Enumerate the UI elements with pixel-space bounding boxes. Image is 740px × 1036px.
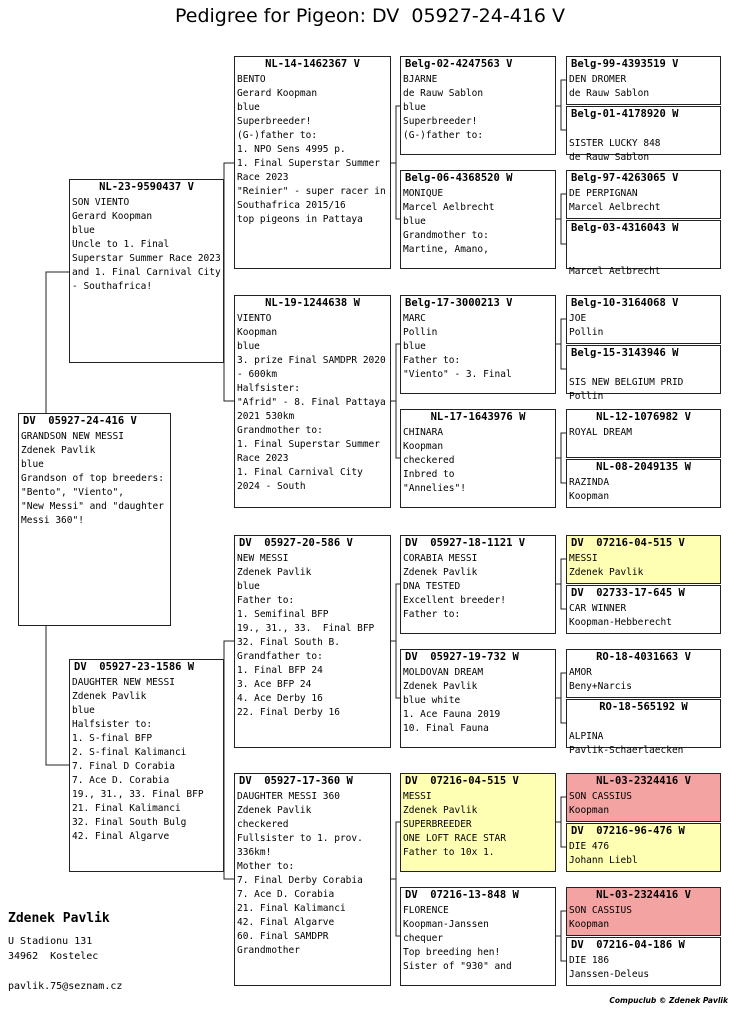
sire-info: SON VIENTO Gerard Koopman blue Uncle to 1. Final Superstar Summer Race 2023 and 1. Final Carnival City - Southafrica! <box>72 197 221 292</box>
connector-line <box>391 344 400 401</box>
g5-card-12[interactable] <box>566 699 721 756</box>
dam-sire-card[interactable] <box>234 535 391 748</box>
g5-card-4[interactable] <box>566 220 721 277</box>
sdd-info: CHINARA Koopman checkered Inbred to "Annelies"! <box>403 427 466 494</box>
connector-line <box>556 433 566 458</box>
g5-info: JOE Pollin <box>569 313 604 338</box>
g5-card-3[interactable] <box>566 170 721 219</box>
sire-dam-ring: NL-19-1244638 W <box>265 297 360 309</box>
connector-line <box>224 641 234 765</box>
connector-line <box>556 936 566 961</box>
g5-ring: Belg-10-3164068 V <box>571 297 679 309</box>
ddd-info: FLORENCE Koopman-Janssen chequer Top breeding hen! Sister of "930" and <box>403 905 512 972</box>
connector-line <box>556 559 566 584</box>
owner-block <box>8 910 208 964</box>
g5-ring: DV 07216-04-515 V <box>571 537 685 549</box>
sire-sire-sire-card[interactable] <box>400 56 556 155</box>
g5-ring: RO-18-4031663 V <box>596 651 691 663</box>
g5-info: MESSI Zdenek Pavlik <box>569 553 644 578</box>
sds-info: MARC Pollin blue Father to: "Viento" - 3. Final <box>403 313 512 380</box>
connector-line <box>556 698 566 723</box>
g5-ring: RO-18-565192 W <box>599 701 688 713</box>
sdd-ring: NL-17-1643976 W <box>430 411 526 423</box>
g5-ring: DV 07216-96-476 W <box>571 825 685 837</box>
pigeon-ring: DV 05927-24-416 V <box>23 415 137 427</box>
g5-ring: NL-03-2324416 V <box>596 889 691 901</box>
dsd-info: MOLDOVAN DREAM Zdenek Pavlik blue white 1. Ace Fauna 2019 10. Final Fauna <box>403 667 501 734</box>
dsd-ring: DV 05927-19-732 W <box>405 651 519 663</box>
connector-line <box>46 626 69 765</box>
sss-ring: Belg-02-4247563 V <box>405 58 513 70</box>
g5-card-9[interactable] <box>566 535 721 584</box>
g5-card-13[interactable] <box>566 773 721 822</box>
connector-line <box>556 194 566 219</box>
g5-info: CAR WINNER Koopman-Hebberecht <box>569 603 672 628</box>
g5-ring: NL-12-1076982 V <box>596 411 691 423</box>
connector-line <box>46 272 69 413</box>
g5-card-15[interactable] <box>566 887 721 936</box>
g5-card-6[interactable] <box>566 345 721 402</box>
pigeon-card[interactable] <box>18 413 171 626</box>
g5-card-2[interactable] <box>566 106 721 163</box>
g5-info: DEN DROMER de Rauw Sablon <box>569 74 650 99</box>
connector-line <box>224 765 234 879</box>
dam-sire-info: NEW MESSI Zdenek Pavlik blue Father to: 1. Semifinal BFP 19., 31., 33. Final BFP 32. Final South B. Grandfather to: 1. Final BFP 24 3. Ace BFP 24 4. Ace Derby 16 22. Final Derby 16 <box>237 553 375 718</box>
g5-info: ROYAL DREAM <box>569 427 632 438</box>
page-title: Pedigree for Pigeon: DV 05927-24-416 V <box>174 5 566 27</box>
dam-dam-ring: DV 05927-17-360 W <box>239 775 353 787</box>
g5-info: SON CASSIUS Koopman <box>569 905 632 930</box>
g5-ring: Belg-03-4316043 W <box>571 222 679 234</box>
owner-name: Zdenek Pavlik <box>8 911 110 926</box>
g5-ring: Belg-01-4178920 W <box>571 108 679 120</box>
pigeon-info: GRANDSON NEW MESSI Zdenek Pavlik blue Grandson of top breeders: "Bento", "Viento", "New Messi" and "daughter Messi 360"! <box>21 431 164 526</box>
connector-line <box>224 272 234 401</box>
connector-line <box>391 401 400 458</box>
g5-card-14[interactable] <box>566 823 721 872</box>
dam-dam-info: DAUGHTER MESSI 360 Zdenek Pavlik checkered Fullsister to 1. prov. 336km! Mother to: 7. Final Derby Corabia 7. Ace D. Corabia 21. Final Kalimanci 42. Final Algarve 60. Final SAMDPR Grandmother <box>237 791 363 956</box>
connector-line <box>391 879 400 936</box>
dam-card[interactable] <box>69 659 224 872</box>
g5-card-11[interactable] <box>566 649 721 698</box>
dam-info: DAUGHTER NEW MESSI Zdenek Pavlik blue Halfsister to: 1. S-final BFP 2. S-final Kalimanci 7. Final D Corabia 7. Ace D. Corabia 19., 31., 33. Final BFP 21. Final Kalimanci 32. Final South Bulg 42. Final Algarve <box>72 677 204 842</box>
sire-dam-dam-card[interactable] <box>400 409 556 508</box>
dam-sire-dam-card[interactable] <box>400 649 556 748</box>
g5-ring: Belg-15-3143946 W <box>571 347 679 359</box>
g5-ring: DV 02733-17-645 W <box>571 587 685 599</box>
dds-info: MESSI Zdenek Pavlik SUPERBREEDER ONE LOFT RACE STAR Father to 10x 1. <box>403 791 506 858</box>
g5-ring: NL-03-2324416 V <box>596 775 691 787</box>
footer-credit: Compuclub © Zdenek Pavlik <box>609 996 728 1005</box>
g5-card-7[interactable] <box>566 409 721 458</box>
ssd-info: MONIQUE Marcel Aelbrecht blue Grandmother to: Martine, Amano, <box>403 188 495 255</box>
connector-line <box>556 822 566 847</box>
connector-line <box>391 163 400 219</box>
g5-ring: NL-08-2049135 W <box>596 461 691 473</box>
g5-info: SIS NEW BELGIUM PRID Pollin <box>569 377 684 402</box>
dam-sire-sire-card[interactable] <box>400 535 556 634</box>
g5-info: ALPINA Pavlik-Schaerlaecken <box>569 731 684 756</box>
connector-line <box>391 584 400 641</box>
connector-line <box>556 106 566 130</box>
connector-line <box>556 458 566 483</box>
dss-ring: DV 05927-18-1121 V <box>405 537 526 549</box>
connector-line <box>556 673 566 698</box>
owner-city: 34962 Kostelec <box>8 951 99 962</box>
dam-sire-ring: DV 05927-20-586 V <box>239 537 353 549</box>
connector-line <box>556 319 566 344</box>
connector-line <box>556 797 566 822</box>
connector-line <box>391 106 400 163</box>
sire-dam-info: VIENTO Koopman blue 3. prize Final SAMDPR 2020 - 600km Halfsister: "Afrid" - 8. Final Pattaya 2021 530km Grandmother to: 1. Final Superstar Summer Race 2023 1. Final Carnival City 2024 - South <box>237 313 386 492</box>
g5-card-1[interactable] <box>566 56 721 105</box>
g5-info: DIE 186 Janssen-Deleus <box>569 955 650 980</box>
g5-card-16[interactable] <box>566 937 721 986</box>
dss-info: CORABIA MESSI Zdenek Pavlik DNA TESTED Excellent breeder! Father to: <box>403 553 506 620</box>
g5-info: AMOR Beny+Narcis <box>569 667 632 692</box>
g5-card-8[interactable] <box>566 459 721 508</box>
connector-line <box>556 344 566 369</box>
owner-street: U Stadionu 131 <box>8 936 93 947</box>
sire-ring: NL-23-9590437 V <box>99 181 194 193</box>
connector-line <box>556 911 566 936</box>
sire-sire-card[interactable] <box>234 56 391 269</box>
connector-line <box>556 584 566 609</box>
owner-email[interactable]: pavlik.75@seznam.cz <box>8 981 123 992</box>
dam-dam-dam-card[interactable] <box>400 887 556 986</box>
sire-dam-sire-card[interactable] <box>400 295 556 394</box>
g5-ring: Belg-97-4263065 V <box>571 172 679 184</box>
sire-sire-info: BENTO Gerard Koopman blue Superbreeder! (G-)father to: 1. NPO Sens 4995 p. 1. Final Superstar Summer Race 2023 "Reinier" - super racer in Southafrica 2015/16 top pigeons in Pattaya <box>237 74 386 225</box>
dam-dam-sire-card[interactable] <box>400 773 556 872</box>
sire-dam-card[interactable] <box>234 295 391 508</box>
g5-info: SON CASSIUS Koopman <box>569 791 632 816</box>
g5-info: DIE 476 Johann Liebl <box>569 841 638 866</box>
g5-card-10[interactable] <box>566 585 721 634</box>
dam-ring: DV 05927-23-1586 W <box>74 661 195 673</box>
g5-ring: DV 07216-04-186 W <box>571 939 685 951</box>
g5-info: RAZINDA Koopman <box>569 477 610 502</box>
sire-card[interactable] <box>69 179 224 363</box>
dam-dam-card[interactable] <box>234 773 391 986</box>
connector-line <box>556 80 566 106</box>
connector-line <box>556 219 566 244</box>
sire-sire-dam-card[interactable] <box>400 170 556 269</box>
sire-sire-ring: NL-14-1462367 V <box>265 58 360 70</box>
sss-info: BJARNE de Rauw Sablon blue Superbreeder! (G-)father to: <box>403 74 484 141</box>
dds-ring: DV 07216-04-515 V <box>405 775 519 787</box>
g5-card-5[interactable] <box>566 295 721 344</box>
connector-line <box>391 641 400 698</box>
connector-line <box>391 822 400 879</box>
sds-ring: Belg-17-3000213 V <box>405 297 513 309</box>
g5-ring: Belg-99-4393519 V <box>571 58 679 70</box>
g5-info: SISTER LUCKY 848 de Rauw Sablon <box>569 138 661 163</box>
ssd-ring: Belg-06-4368520 W <box>405 172 513 184</box>
g5-info: Marcel Aelbrecht <box>569 266 661 277</box>
ddd-ring: DV 07216-13-848 W <box>405 889 519 901</box>
g5-info: DE PERPIGNAN Marcel Aelbrecht <box>569 188 661 213</box>
